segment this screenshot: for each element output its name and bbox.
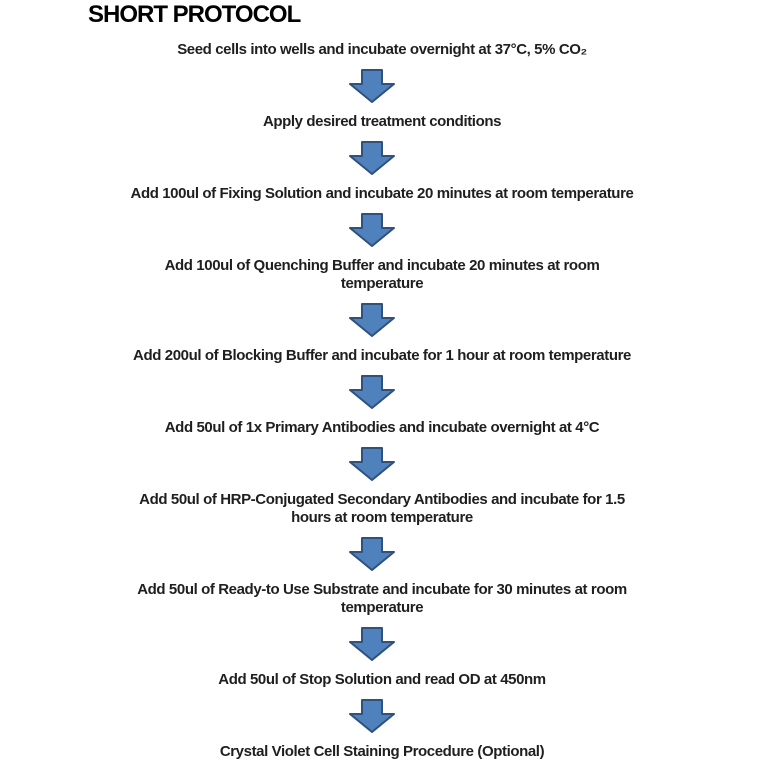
step-line: Add 100ul of Quenching Buffer and incubate 20 minutes at room xyxy=(164,257,600,274)
step-line: Apply desired treatment conditions xyxy=(262,113,502,130)
down-arrow-icon xyxy=(349,375,395,409)
step-line: Add 100ul of Fixing Solution and incubate 20 minutes at room temperature xyxy=(130,185,634,202)
down-arrow-icon xyxy=(349,69,395,103)
protocol-step xyxy=(133,347,631,365)
protocol-step xyxy=(131,185,634,203)
step-line: Crystal Violet Cell Staining Procedure (Optional) xyxy=(219,743,545,760)
step-line: Add 50ul of HRP-Conjugated Secondary Antibodies and incubate for 1.5 xyxy=(139,491,625,508)
page-title: SHORT PROTOCOL xyxy=(88,1,301,28)
step-line: Seed cells into wells and incubate overnight at 37°C, 5% CO₂ xyxy=(177,41,587,58)
protocol-step xyxy=(218,671,545,689)
down-arrow-icon xyxy=(349,627,395,661)
step-line: temperature xyxy=(340,275,424,292)
down-arrow-icon xyxy=(349,699,395,733)
down-arrow-icon xyxy=(349,303,395,337)
step-line: hours at room temperature xyxy=(291,509,473,526)
down-arrow-icon xyxy=(349,213,395,247)
protocol-step xyxy=(165,419,600,437)
protocol-step xyxy=(139,491,625,527)
step-line: temperature xyxy=(340,599,424,616)
protocol-step xyxy=(177,41,587,59)
down-arrow-icon xyxy=(349,537,395,571)
down-arrow-icon xyxy=(349,141,395,175)
step-line: Add 50ul of Ready-to Use Substrate and incubate for 30 minutes at room xyxy=(137,581,627,598)
protocol-step xyxy=(165,257,600,293)
step-line: Add 50ul of Stop Solution and read OD at 450nm xyxy=(218,671,546,688)
down-arrow-icon xyxy=(349,447,395,481)
protocol-step xyxy=(263,113,501,131)
protocol-flowchart xyxy=(0,41,764,761)
step-line: Add 200ul of Blocking Buffer and incubate for 1 hour at room temperature xyxy=(133,347,631,364)
step-line: Add 50ul of 1x Primary Antibodies and incubate overnight at 4°C xyxy=(164,419,600,436)
protocol-step xyxy=(137,581,627,617)
protocol-step xyxy=(220,743,544,761)
